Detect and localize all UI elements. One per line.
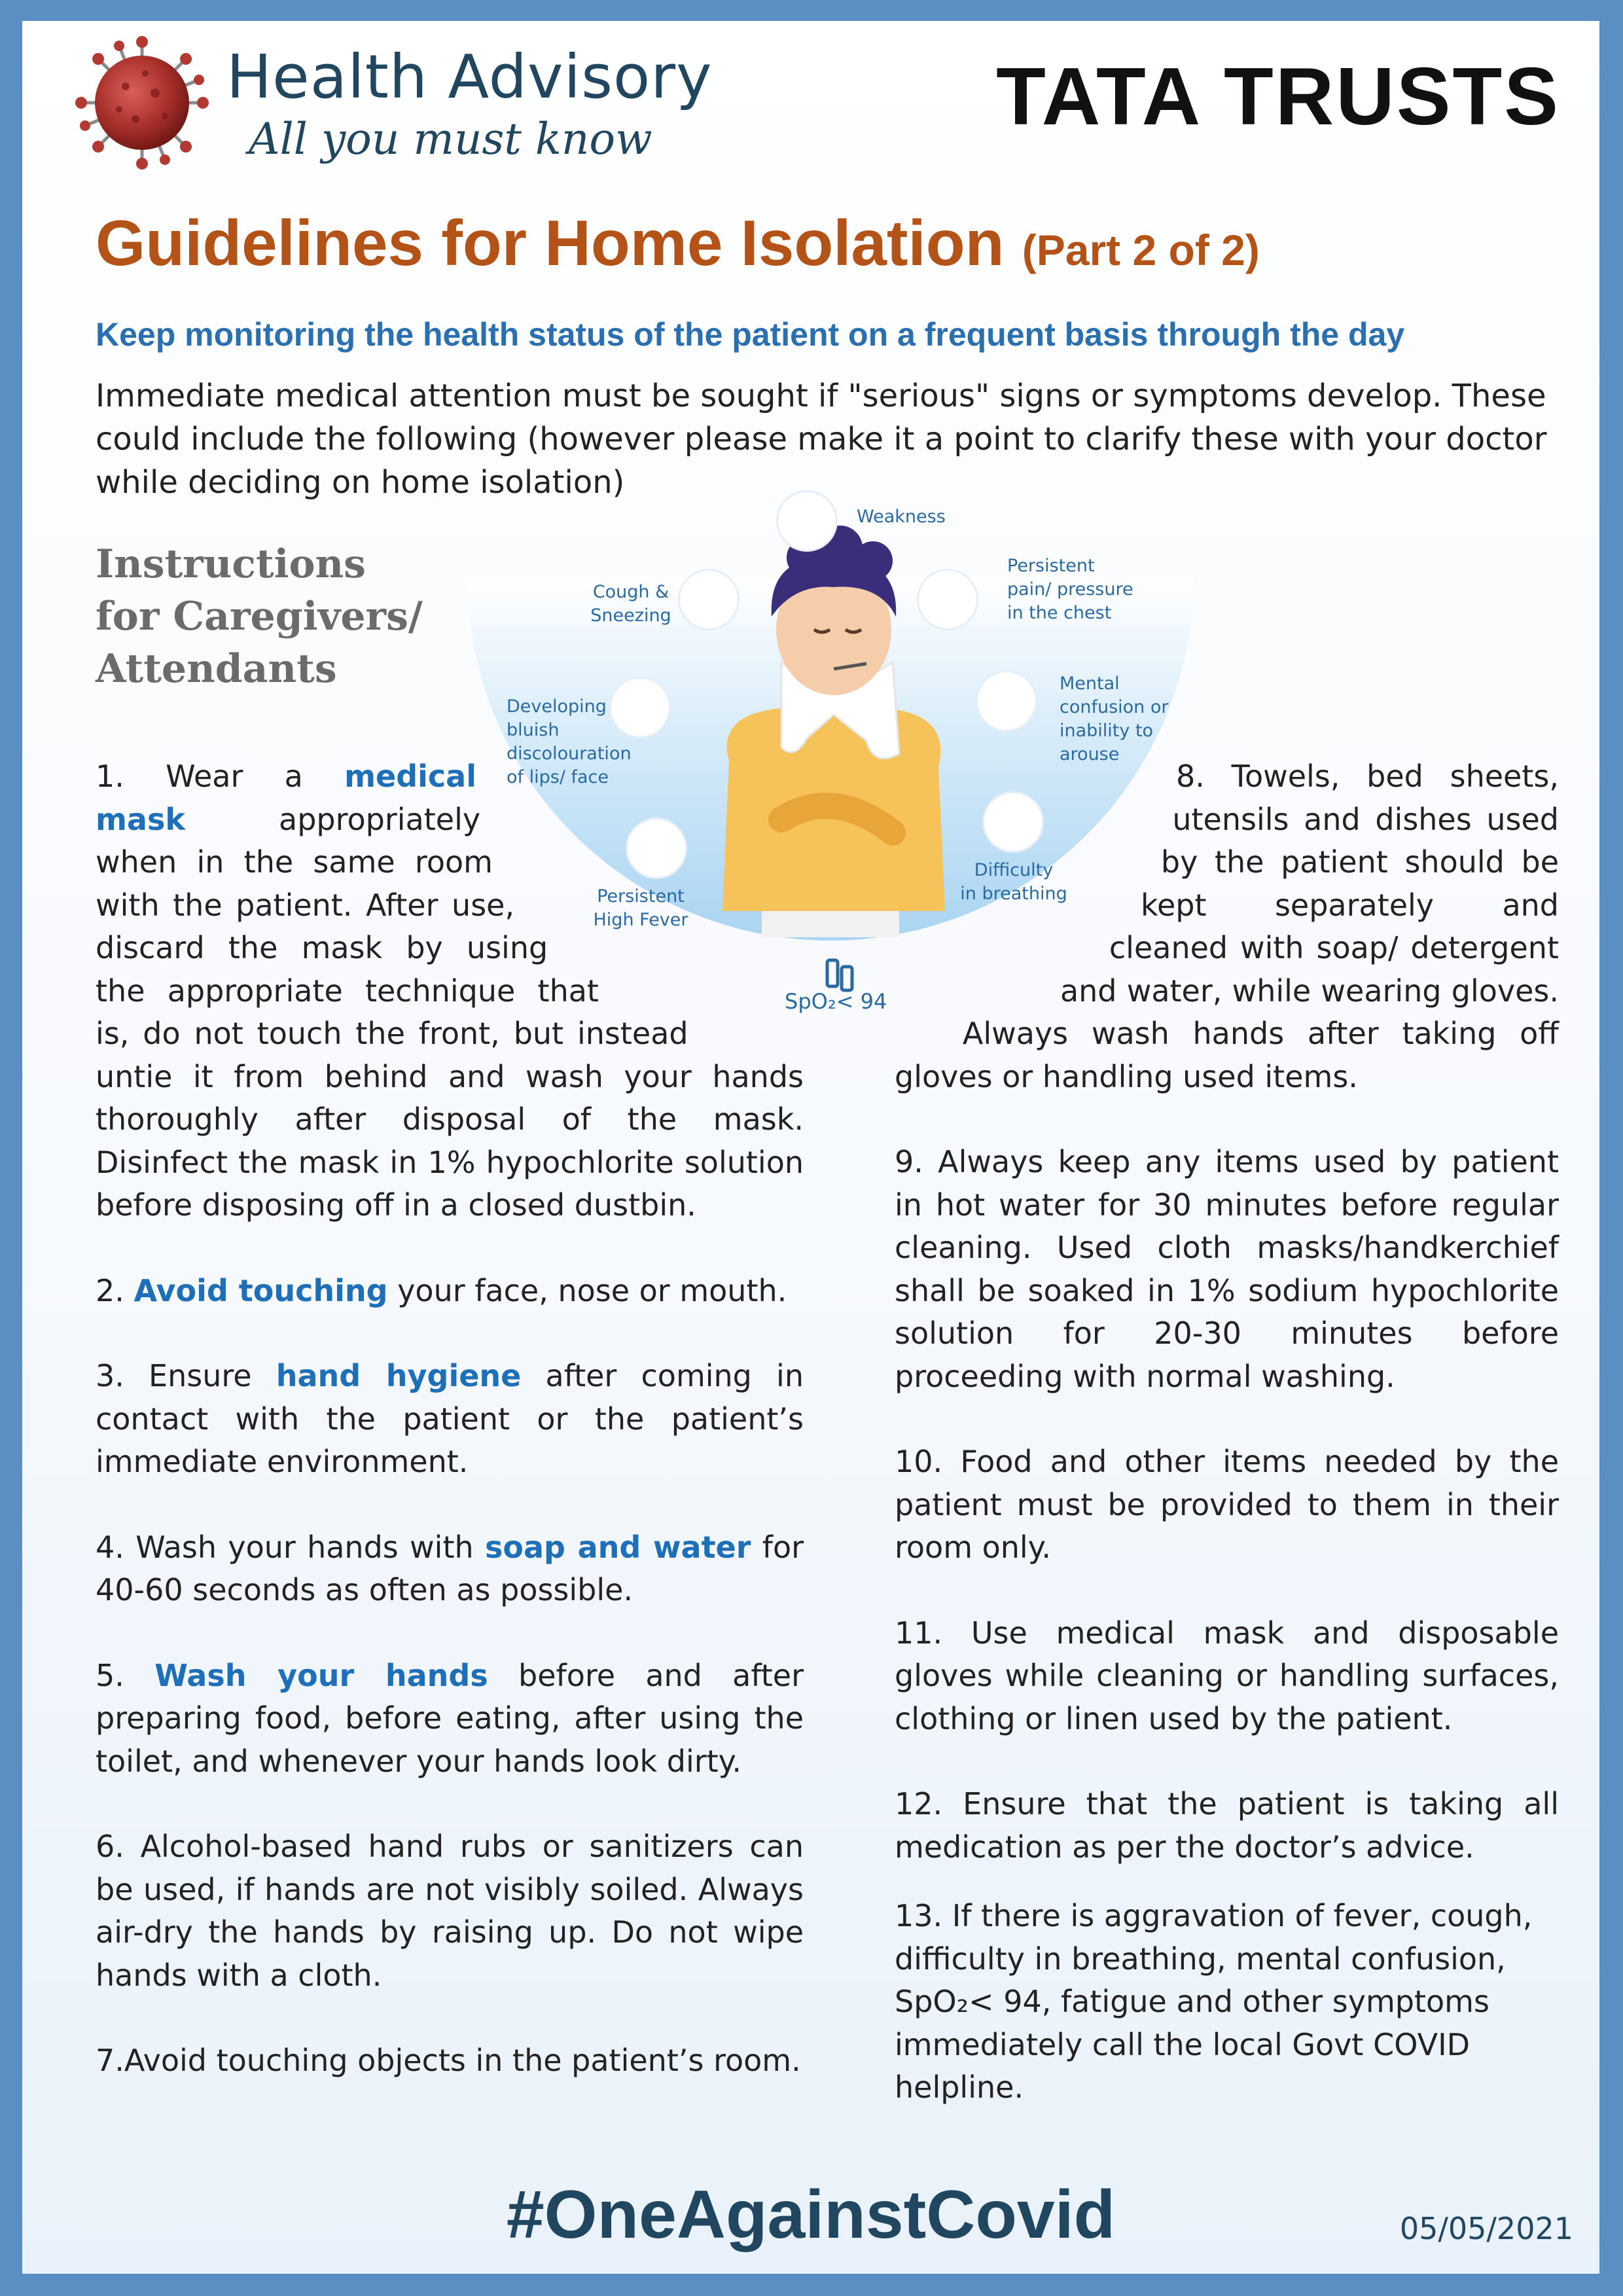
item-text: your face, nose or mouth. (387, 1272, 787, 1308)
footer-hashtag: #OneAgainstCovid (506, 2177, 1116, 2253)
symptom-line: High Fever (593, 910, 688, 930)
symptom-mental-confusion (1060, 672, 1169, 766)
item-text: 3. Ensure (96, 1358, 276, 1393)
poster (22, 21, 1599, 2274)
instructions-heading-line: Attendants (96, 646, 337, 692)
item-highlight: hand hygiene (276, 1358, 522, 1393)
item-text: 4. Wash your hands with (96, 1529, 485, 1565)
instruction-item-6: 6. Alcohol-based hand rubs or sanitizers can be used, if hands are not visibly soiled. Always air-dry the hands by raising up. Do not wipe hands with a cloth. (96, 1829, 804, 1993)
item-highlight: Wash your hands (154, 1657, 488, 1693)
symptom-line: Difficulty (974, 860, 1054, 880)
symptom-line: Persistent (597, 886, 685, 906)
item-text: before and after preparing food, before eating, after using the toilet, and whenever your hands look dirty. (96, 1657, 804, 1779)
chest-pain-face-icon (919, 571, 976, 628)
symptom-line: Sneezing (590, 605, 671, 626)
title-main: Guidelines for Home Isolation (96, 207, 1005, 279)
item-highlight: Avoid touching (134, 1272, 388, 1308)
symptom-line: Persistent (1007, 556, 1095, 576)
item-text: appropriately when in the same room with the patient. After use, discard the mask by using the appropriate technique that is, do not touch the front, but instead untie it from behind and wash your hands thoroughly after disposal of the mask. Disinfect the mask in 1% hypochlorite solution before disposing off in a closed dustbin. (96, 801, 804, 1223)
instruction-item-5 (96, 1655, 804, 1784)
symptom-spo2: SpO₂< 94 (785, 989, 887, 1014)
instruction-item-11: 11. Use medical mask and disposable gloves while cleaning or handling surfaces, clothing or linen used by the patient. (895, 1615, 1559, 1736)
pulse-oximeter-icon (827, 960, 852, 990)
subtitle: Keep monitoring the health status of the patient on a frequent basis through the day (96, 316, 1405, 353)
item-highlight: medical mask (96, 759, 476, 837)
item-text: for 40-60 seconds as often as possible. (96, 1529, 804, 1607)
symptom-chest-pain (1007, 554, 1133, 625)
weakness-face-icon (778, 492, 836, 550)
symptom-line: discolouration (507, 744, 632, 764)
brand-tagline: All you must know (249, 114, 652, 164)
instructions-heading-line: for Caregivers/ (96, 594, 423, 639)
left-column (96, 755, 804, 2083)
right-column (895, 755, 1559, 2109)
organization-logo: TATA TRUSTS (996, 52, 1560, 142)
item-text: 1. Wear a (96, 759, 345, 794)
coronavirus-logo-icon (73, 34, 211, 171)
footer-date: 05/05/2021 (1399, 2211, 1573, 2246)
instructions-heading-line: Instructions (96, 541, 366, 587)
symptom-line: pain/ pressure (1007, 579, 1133, 600)
title-part: (Part 2 of 2) (1022, 226, 1260, 274)
instruction-item-13: 13. If there is aggravation of fever, cough, difficulty in breathing, mental confusion, SpO₂< 94, fatigue and other symptoms immediately call the local Govt COVID helpline. (895, 1898, 1533, 2105)
item-highlight: soap and water (484, 1529, 751, 1565)
intro-paragraph: Immediate medical attention must be sought if "serious" signs or symptoms develop. These could include the following (however please make it a point to clarify these with your doctor while deciding on home isolation) (96, 378, 1547, 501)
page-title (96, 208, 1260, 279)
symptom-line: of lips/ face (507, 767, 609, 787)
symptom-line: confusion or (1060, 697, 1169, 717)
item-text: 5. (96, 1657, 155, 1693)
instruction-item-9: 9. Always keep any items used by patient in hot water for 30 minutes before regular cleaning. Used cloth masks/handkerchief shall be soaked in 1% sodium hypochlorite solution for 20-30 minutes before proceeding with normal washing. (895, 1144, 1559, 1394)
instructions-heading (96, 538, 462, 695)
symptom-line: Cough & (592, 582, 669, 602)
symptom-weakness: Weakness (857, 507, 946, 527)
instruction-item-2 (96, 1270, 804, 1313)
instruction-item-10: 10. Food and other items needed by the patient must be provided to them in their room only. (895, 1444, 1559, 1565)
symptom-line: arouse (1060, 744, 1120, 764)
symptom-line: Mental (1060, 673, 1120, 694)
item-text: after coming in contact with the patient or the patient’s immediate environment. (96, 1358, 804, 1479)
mental-confusion-face-icon (978, 672, 1035, 730)
symptom-line: bluish (507, 720, 560, 740)
symptom-line: in breathing (960, 884, 1067, 904)
instruction-item-3 (96, 1355, 804, 1484)
instruction-item-4 (96, 1526, 804, 1612)
item-text: 2. (96, 1272, 134, 1308)
instruction-item-8: 8. Towels, bed sheets, utensils and dishes used by the patient should be kept separately and cleaned with soap/ detergent and water, while wearing gloves. Always wash hands after taking off gloves or handling used items. (895, 759, 1559, 1094)
symptom-line: Developing (507, 696, 607, 717)
instruction-item-12: 12. Ensure that the patient is taking all medication as per the doctor’s advice. (895, 1786, 1559, 1865)
symptom-cough (582, 581, 680, 628)
instruction-item-7: 7.Avoid touching objects in the patient’s room. (96, 2043, 801, 2078)
symptom-line: inability to (1060, 721, 1154, 741)
cough-face-icon (680, 571, 738, 628)
symptom-line: in the chest (1007, 603, 1112, 623)
brand-title: Health Advisory (226, 42, 713, 112)
